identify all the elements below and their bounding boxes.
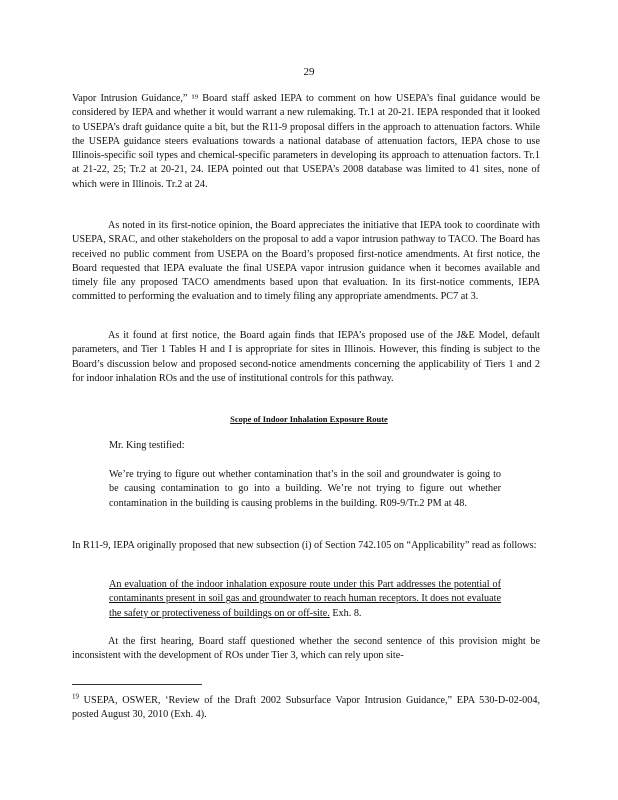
footnote-marker: 19 — [72, 692, 79, 701]
paragraph-3: As it found at first notice, the Board again finds that IEPA’s proposed use of the J&E Model, default parameters, and Tier 1 Tables H and I is appropriate for sites in Illinois. However, this finding is subject to the Board’s discussion below and proposed second-notice amendments concerning the applicability of Tiers 1 and 2 for indoor inhalation ROs and the use of institutional controls for this pathway. — [72, 330, 540, 384]
section-heading-text: Scope of Indoor Inhalation Exposure Route — [230, 414, 388, 424]
paragraph-4: Mr. King testified: — [109, 440, 185, 451]
page-number: 29 — [303, 66, 315, 78]
section-heading — [0, 414, 618, 424]
block-quote-testimony: We’re trying to figure out whether contamination that’s in the soil and groundwater is going to be causing contamination to go into a building. We’re not trying to figure out whether contamination in the building is causing problems in the building. R09-9/Tr.2 PM at 48. — [109, 469, 501, 509]
footnote-divider — [72, 684, 202, 685]
paragraph-5: In R11-9, IEPA originally proposed that new subsection (i) of Section 742.105 on “Applicability” read as follows: — [72, 540, 537, 551]
proposed-rule-citation: Exh. 8. — [329, 607, 362, 619]
proposed-rule-text: An evaluation of the indoor inhalation exposure route under this Part addresses the potential of contaminants present in soil gas and groundwater to reach human receptors. It does not evaluate the safety or protectiveness of buildings on or off-site. — [109, 579, 501, 619]
paragraph-6: At the first hearing, Board staff questioned whether the second sentence of this provision might be inconsistent with the development of ROs under Tier 3, which can rely upon site- — [72, 636, 540, 662]
paragraph-1: Vapor Intrusion Guidance,” ¹⁹ Board staff asked IEPA to comment on how USEPA’s final guidance would be considered by IEPA and whether it would warrant a new rulemaking. Tr.1 at 20-21. IEPA responded that it looked to USEPA’s draft guidance quite a bit, but the R11-9 proposal differs in the approach to attenuation factors. While the USEPA guidance steers evaluations towards a national database of attenuation factors, IEPA chose to use Illinois-specific soil types and chemical-specific parameters in developing its approach to attenuation factors. Tr.1 at 21-22, 25; Tr.2 at 20-21, 24. IEPA pointed out that USEPA’s 2008 database was limited to 41 sites, none of which were in Illinois. Tr.2 at 24. — [72, 93, 540, 190]
block-quote-proposed-rule — [109, 578, 501, 621]
footnote-text: USEPA, OSWER, ‘Review of the Draft 2002 Subsurface Vapor Intrusion Guidance,” EPA 530-D-02-004, posted August 30, 2010 (Exh. 4). — [72, 695, 540, 721]
footnote — [72, 694, 540, 723]
paragraph-2: As noted in its first-notice opinion, the Board appreciates the initiative that IEPA took to coordinate with USEPA, SRAC, and other stakeholders on the proposal to add a vapor intrusion pathway to TACO. The Board has received no public comment from USEPA on the Board’s proposed first-notice amendments. At first notice, the Board requested that IEPA evaluate the final USEPA vapor intrusion guidance when it becomes available and timely file any proposed TACO amendments based upon that evaluation. In its first-notice comments, IEPA committed to performing the evaluation and to timely filing any appropriate amendments. PC7 at 3. — [72, 220, 540, 303]
